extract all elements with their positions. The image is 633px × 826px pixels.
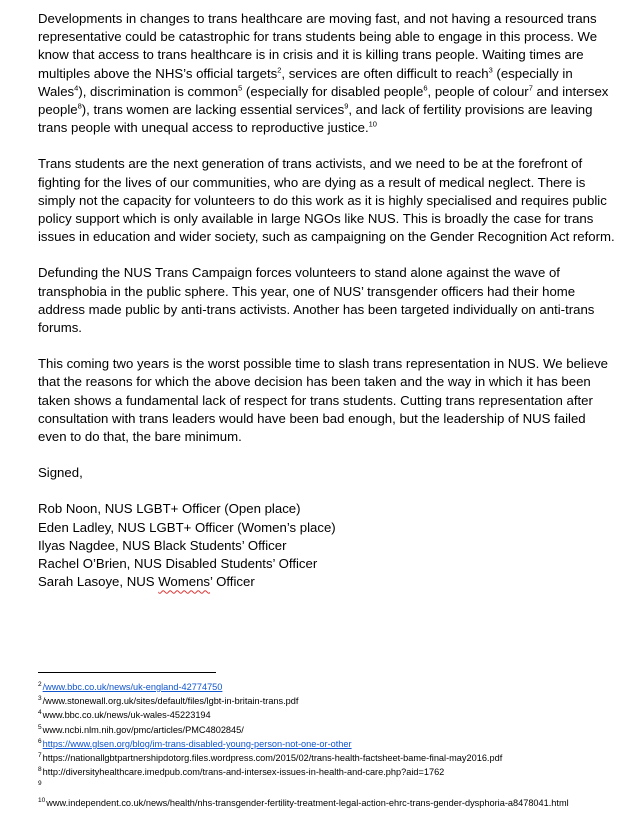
footnote-text: http://diversityhealthcare.imedpub.com/trans-and-intersex-issues-in-health-and-care.php?aid=1762 — [42, 767, 445, 778]
footnote-text: www.independent.co.uk/news/health/nhs-transgender-fertility-treatment-legal-action-ehrc-trans-gender-dysphoria-a8478041.html — [46, 797, 569, 808]
paragraph-defunding: Defunding the NUS Trans Campaign forces volunteers to stand alone against the wave of transphobia in the public sphere. This year, one of NUS’ transgender officers had their home address made public by anti-trans activists. Another has been targeted individually on anti-trans forums. — [38, 265, 595, 336]
footnote-link[interactable]: https://www.glsen.org/blog/im-trans-disabled-young-person-not-one-or-other — [42, 738, 352, 749]
footnote-ref[interactable]: 2 — [277, 65, 282, 75]
footnote-3 — [38, 694, 628, 708]
footnotes — [38, 680, 628, 810]
footnote-number: 2 — [38, 680, 42, 688]
footnote-number: 6 — [38, 737, 42, 745]
footnote-10 — [38, 796, 628, 810]
text-run: ), trans women are lacking essential services — [81, 102, 345, 118]
footnote-9 — [38, 779, 628, 793]
text-run: (especially in Wales — [38, 65, 573, 99]
footnote-ref[interactable]: 3 — [488, 65, 493, 75]
text-run: Developments in changes to trans healthcare are moving fast, and not having a resourced trans representative could be catastrophic for trans students being able to engage in this process. We know that access to trans healthcare is in crisis and it is killing trans people. Waiting times are multiples above the NHS’s official targets — [38, 11, 598, 81]
footnote-number: 10 — [38, 796, 46, 804]
footnote-6 — [38, 737, 628, 751]
paragraph-next-generation: Trans students are the next generation of trans activists, and we need to be at the forefront of fighting for the lives of our communities, who are dying as a result of medical neglect. There is simply not the capacity for volunteers to do this work as it is highly specialised and requires public policy support which is only available in large NGOs like NUS. This is broadly the case for trans issues in education and wider society, such as campaigning on the Gender Recognition Act reform. — [38, 156, 615, 245]
signatory — [38, 573, 616, 591]
text-run: Sarah Lasoye, NUS — [38, 574, 159, 590]
footnote-text: /www.stonewall.org.uk/sites/default/files/lgbt-in-britain-trans.pdf — [42, 696, 299, 707]
document-body — [38, 10, 616, 591]
footnote-8 — [38, 765, 628, 779]
signatory: Rob Noon, NUS LGBT+ Officer (Open place) — [38, 501, 301, 517]
text-run: , services are often difficult to reach — [281, 65, 489, 81]
footnote-separator — [38, 672, 216, 673]
footnote-number: 4 — [38, 709, 42, 717]
signatory: Ilyas Nagdee, NUS Black Students’ Officer — [38, 537, 287, 553]
text-run: ’ Officer — [210, 574, 255, 590]
footnote-link[interactable]: /www.bbc.co.uk/news/uk-england-42774750 — [42, 682, 223, 692]
footnote-ref[interactable]: 10 — [368, 119, 377, 129]
footnote-5 — [38, 723, 628, 737]
text-run: and intersex people — [38, 83, 609, 118]
footnote-4 — [38, 708, 628, 722]
paragraph-worst-time: This coming two years is the worst possible time to slash trans representation in NUS. We believe that the reasons for which the above decision has been taken and the way in which it has been taken shows a fundamental lack of respect for trans students. Cutting trans representation after consultation with trans leaders would have been bad enough, but the leadership of NUS failed even to do that, the bare minimum. — [38, 356, 608, 445]
footnote-ref[interactable]: 4 — [74, 83, 79, 93]
footnote-text: www.bbc.co.uk/news/uk-wales-45223194 — [42, 710, 211, 721]
signatory: Rachel O’Brien, NUS Disabled Students’ Officer — [38, 556, 318, 572]
footnote-text: https://nationallgbtpartnershipdotorg.files.wordpress.com/2015/02/trans-health-factsheet-bame-final-may2016.pdf — [42, 753, 503, 764]
footnote-2 — [38, 680, 628, 694]
signed-label: Signed, — [38, 465, 83, 481]
signatory-list — [38, 500, 616, 591]
footnote-number: 5 — [38, 723, 42, 731]
footnote-number: 8 — [38, 766, 42, 774]
text-run: ), discrimination is common — [78, 83, 239, 99]
paragraph-healthcare — [38, 10, 616, 137]
text-run: , people of colour — [427, 83, 529, 99]
text-run: , and lack of fertility provisions are leaving trans people with unequal access to reproductive justice. — [38, 102, 593, 136]
signatory: Eden Ladley, NUS LGBT+ Officer (Women’s place) — [38, 519, 336, 535]
footnote-number: 9 — [38, 780, 42, 788]
footnote-ref[interactable]: 5 — [238, 83, 243, 93]
footnote-number: 7 — [38, 751, 42, 759]
spellcheck-flagged-word[interactable]: Womens — [158, 574, 211, 590]
text-run: (especially for disabled people — [242, 83, 424, 99]
footnote-text: www.ncbi.nlm.nih.gov/pmc/articles/PMC4802845/ — [42, 724, 244, 735]
footnote-ref[interactable]: 7 — [528, 83, 533, 93]
footnote-ref[interactable]: 8 — [77, 101, 82, 111]
footnote-ref[interactable]: 9 — [344, 101, 349, 111]
footnote-number: 3 — [38, 695, 42, 703]
footnote-7 — [38, 751, 628, 765]
footnote-ref[interactable]: 6 — [423, 83, 428, 93]
